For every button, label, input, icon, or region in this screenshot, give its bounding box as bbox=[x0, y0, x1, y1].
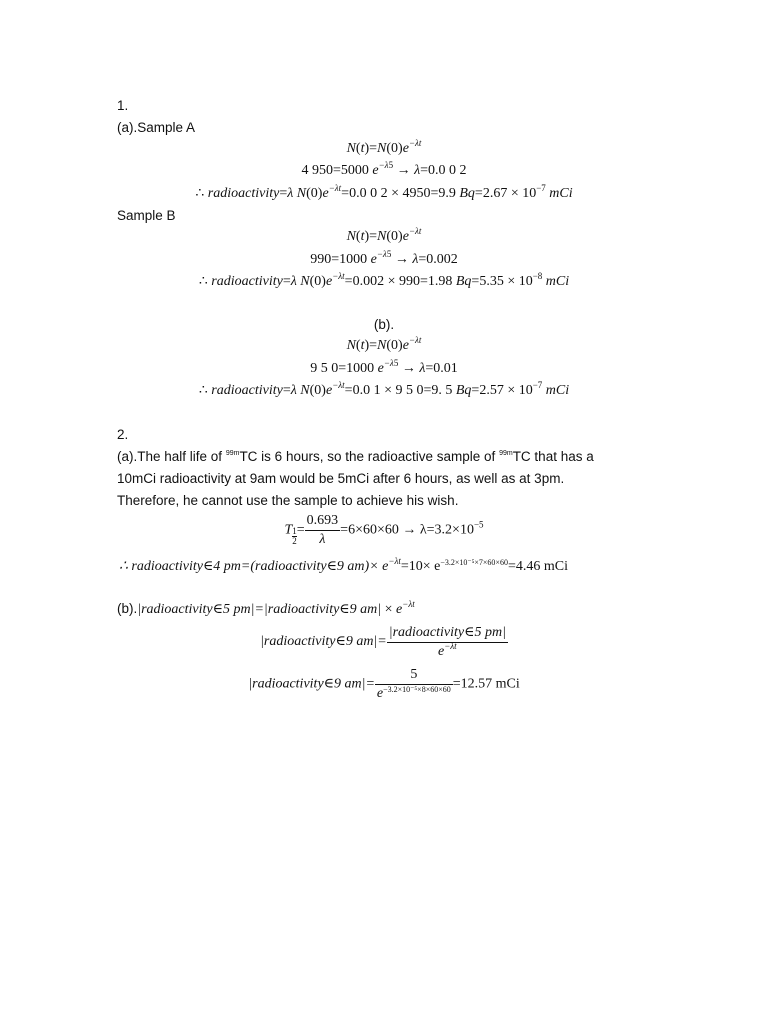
sample-b-decay-equation: $N(t)=N(0)e^{-\lambda t}$ bbox=[346, 226, 422, 244]
sample-b-label: Sample B bbox=[117, 208, 176, 223]
part-b-lambda-equation: 9 5 0=1000 $e^{-\lambda 5} \to \lambda=0.01$ bbox=[310, 358, 458, 376]
sample-a-lambda-equation: 4 950=5000 $e^{-\lambda 5} \to \lambda=0.0$ 0 2 bbox=[301, 160, 467, 178]
sample-a-decay-equation: $N(t)=N(0)e^{-\lambda t}$ bbox=[346, 138, 422, 156]
half-life-equation: T $\frac{1}{2}$ = $\frac{0.693}{\lambda}$ $=6\times 60\times 60 \to \lambda=3.2\times 10^{-5}$ bbox=[284, 513, 484, 547]
question-2-number: 2. bbox=[117, 427, 129, 442]
part-b-decay-equation: $N(t)=N(0)e^{-\lambda t}$ bbox=[346, 335, 422, 353]
sample-a-label: (a).Sample A bbox=[117, 120, 196, 135]
question-2b-equation-2: |radioactivity∈9 am|= $\frac{\text{|radioactivity∈5 pm|}}{e^{-\lambda t}}$ bbox=[260, 625, 506, 659]
part-b-activity-equation: ∴ radioactivity=λ $N(0)e^{-\lambda t}=0.0$ 1 × 9 5 0=9. 5 $Bq=2.57 \times 10^{-7}$ mCi bbox=[198, 380, 570, 398]
question-1-number: 1. bbox=[117, 98, 129, 113]
question-2b-equation-1: (b).|radioactivity∈5 pm|=|radioactivity∈9 $am| \times e^{-\lambda t}$ bbox=[117, 599, 415, 617]
question-2b-equation-3: |radioactivity∈9 am|= $\frac{5}{e^{-3.2\times 10^{-5}\times 8\times 60\times 60}}$ =12.57 mCi bbox=[248, 667, 520, 701]
question-2a-paragraph-line-3: Therefore, he cannot use the sample to achieve his wish. bbox=[117, 493, 459, 508]
question-2a-paragraph-line-2: 10mCi radioactivity at 9am would be 5mCi after 6 hours, as well as at 3pm. bbox=[117, 471, 565, 486]
sample-b-activity-equation: ∴ radioactivity=λ $N(0)e^{-\lambda t}=0.002 \times 990=1.98$ $Bq=5.35 \times 10^{-8}$ mCi bbox=[198, 271, 570, 289]
part-b-label: (b). bbox=[373, 317, 395, 332]
activity-4pm-equation: ∴ radioactivity∈4 pm=(radioactivity∈9 $am)\times e^{-\lambda t}=10\times e^{-3.2\times 10^{-5}\times 7\times 60\times 60}=4.46$ mCi bbox=[119, 556, 568, 574]
question-2a-paragraph-line-1: (a).The half life of $^{99m}$TC is 6 hours, so the radioactive sample of $^{99m}$TC that has a bbox=[117, 449, 594, 464]
sample-b-lambda-equation: 990=1000 $e^{-\lambda 5} \to \lambda=0.002$ bbox=[310, 249, 458, 267]
sample-a-activity-equation: ∴ radioactivity=λ $N(0)e^{-\lambda t}=0.0$ 0 2 × 4950=9.9 $Bq=2.67 \times 10^{-7}$ mCi bbox=[195, 183, 573, 201]
